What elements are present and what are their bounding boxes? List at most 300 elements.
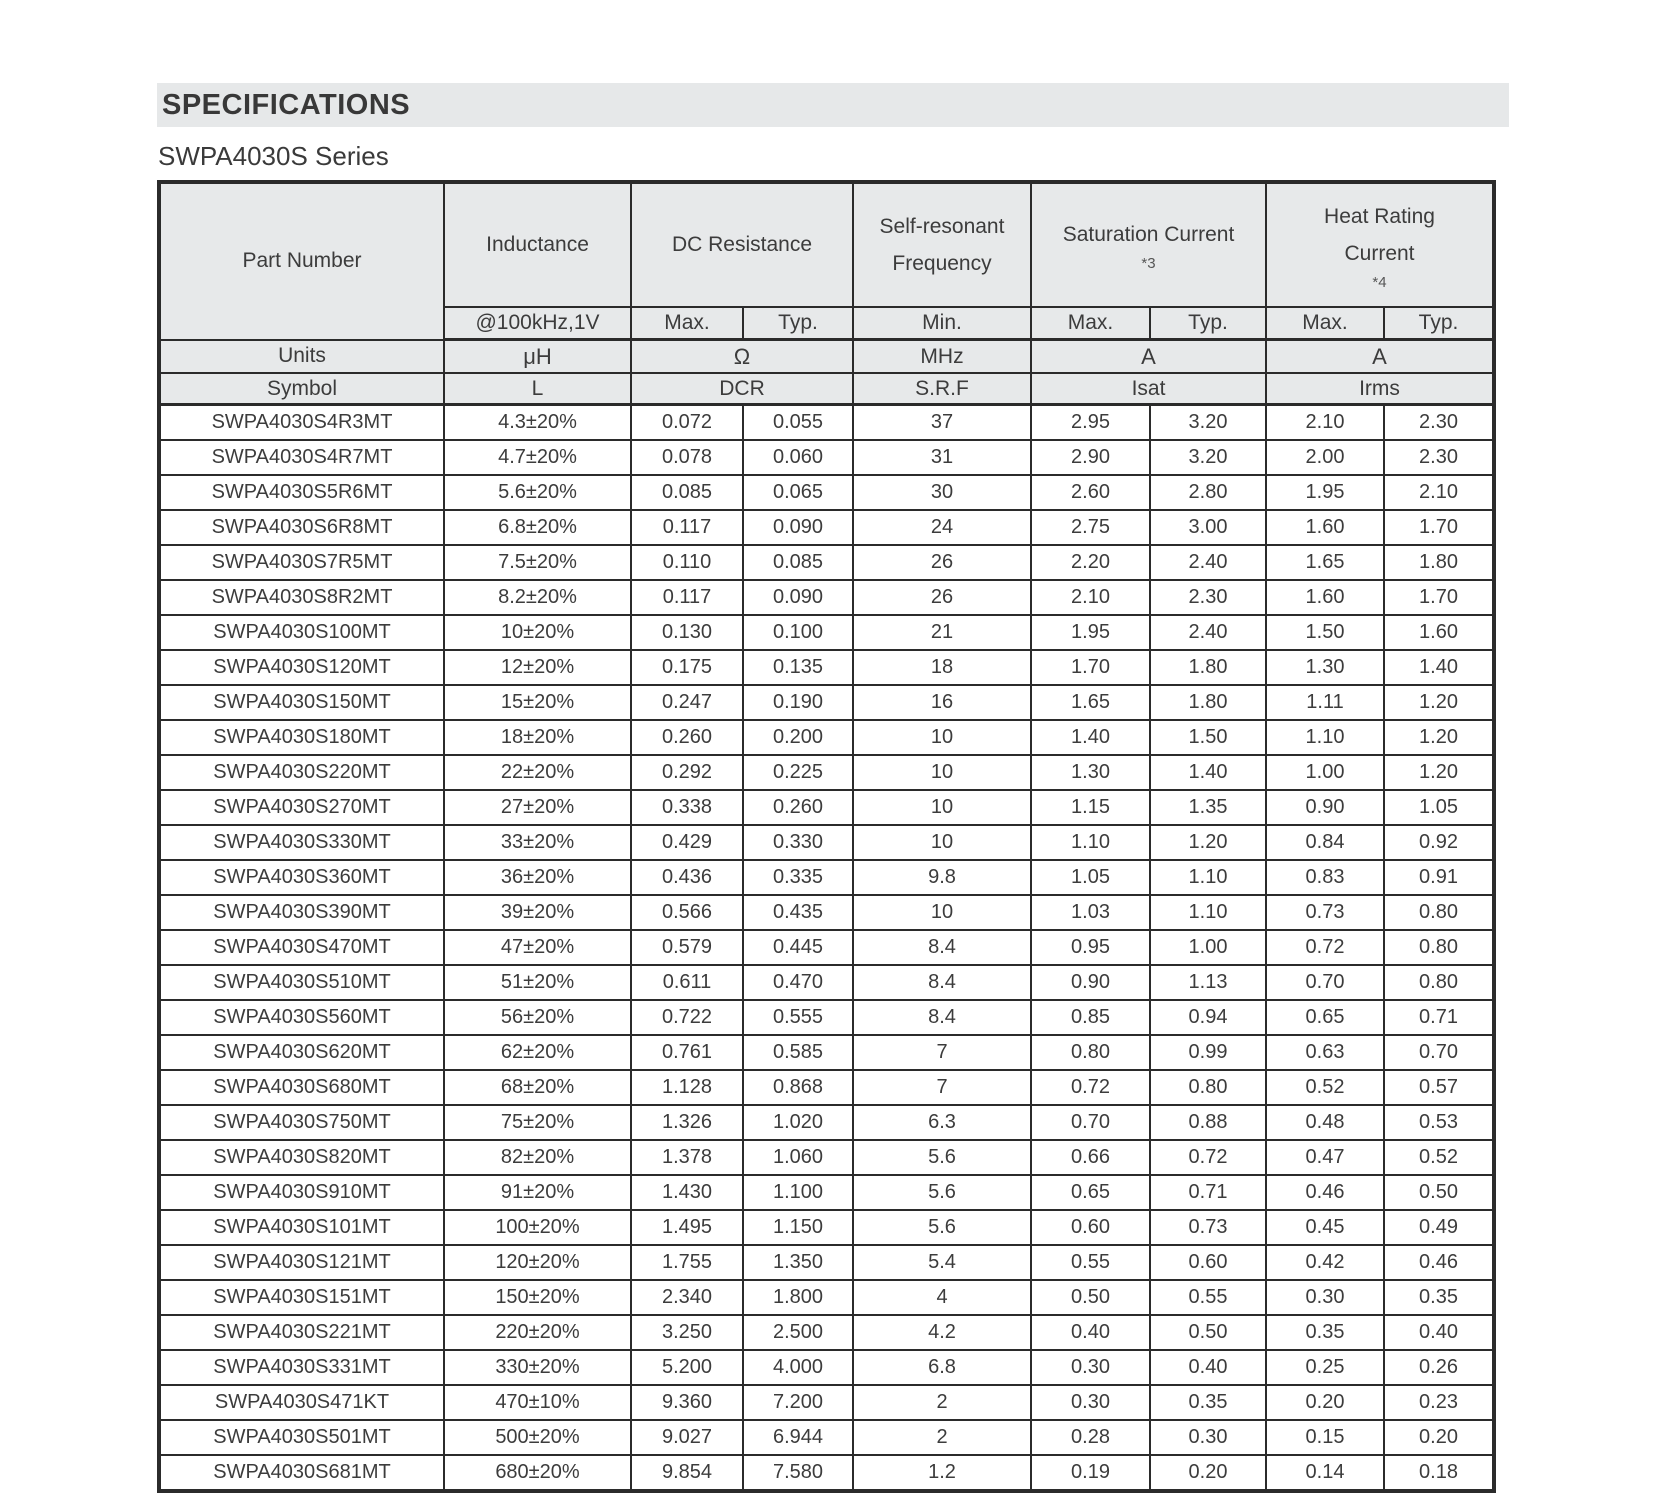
table-row [159, 1350, 1494, 1385]
inductance-cell: 47±20% [444, 930, 631, 965]
inductance-cell: 8.2±20% [444, 580, 631, 615]
part-number-cell: SWPA4030S620MT [159, 1035, 444, 1070]
dcr-typ-cell: 0.555 [743, 1000, 853, 1035]
self-resonant-line1: Self-resonant [879, 215, 1005, 238]
part-number-cell: SWPA4030S330MT [159, 825, 444, 860]
isat-typ-cell: 0.30 [1150, 1420, 1266, 1455]
part-number-cell: SWPA4030S8R2MT [159, 580, 444, 615]
isat-max-cell: 0.65 [1031, 1175, 1150, 1210]
dcr-max-cell: 0.579 [631, 930, 743, 965]
dcr-typ-cell: 0.135 [743, 650, 853, 685]
inductance-cell: 7.5±20% [444, 545, 631, 580]
dcr-max-cell: 1.128 [631, 1070, 743, 1105]
srf-min-cell: 5.4 [853, 1245, 1031, 1280]
isat-typ-cell: 0.72 [1150, 1140, 1266, 1175]
isat-max-cell: 1.05 [1031, 860, 1150, 895]
srf-min-cell: 2 [853, 1385, 1031, 1420]
table-row [159, 1035, 1494, 1070]
table-row [159, 965, 1494, 1000]
isat-max-cell: 1.40 [1031, 720, 1150, 755]
table-row [159, 405, 1494, 441]
dcr-typ-cell: 0.090 [743, 580, 853, 615]
irms-typ-cell: 1.05 [1384, 790, 1494, 825]
table-row [159, 440, 1494, 475]
dcr-max-cell: 0.110 [631, 545, 743, 580]
dcr-typ-cell: 0.225 [743, 755, 853, 790]
inductance-cell: 120±20% [444, 1245, 631, 1280]
symbol-label: Symbol [159, 373, 444, 405]
srf-min-cell: 26 [853, 545, 1031, 580]
srf-min-cell: 8.4 [853, 930, 1031, 965]
inductance-cell: 10±20% [444, 615, 631, 650]
symbol-srf: S.R.F [853, 373, 1031, 405]
table-row [159, 1070, 1494, 1105]
part-number-cell: SWPA4030S681MT [159, 1455, 444, 1491]
dcr-max-cell: 9.854 [631, 1455, 743, 1491]
srf-min-cell: 16 [853, 685, 1031, 720]
irms-typ-cell: 1.20 [1384, 755, 1494, 790]
srf-min-cell: 10 [853, 790, 1031, 825]
inductance-cell: 82±20% [444, 1140, 631, 1175]
isat-typ-cell: 0.71 [1150, 1175, 1266, 1210]
table-row [159, 1385, 1494, 1420]
isat-typ-cell: 2.40 [1150, 545, 1266, 580]
dcr-max-cell: 0.611 [631, 965, 743, 1000]
dcr-max-cell: 1.326 [631, 1105, 743, 1140]
srf-min-cell: 8.4 [853, 965, 1031, 1000]
header-row-main [159, 182, 1494, 307]
srf-min-cell: 4.2 [853, 1315, 1031, 1350]
dcr-max-cell: 0.247 [631, 685, 743, 720]
inductance-cell: 33±20% [444, 825, 631, 860]
series-title: SWPA4030S Series [158, 141, 389, 171]
inductance-cell: 75±20% [444, 1105, 631, 1140]
isat-max-cell: 0.55 [1031, 1245, 1150, 1280]
table-row [159, 755, 1494, 790]
table-row [159, 860, 1494, 895]
irms-typ-cell: 1.70 [1384, 580, 1494, 615]
isat-max-cell: 0.95 [1031, 930, 1150, 965]
part-number-cell: SWPA4030S680MT [159, 1070, 444, 1105]
isat-typ-cell: 1.80 [1150, 685, 1266, 720]
col-header-self-resonant-frequency [853, 182, 1031, 307]
irms-max-cell: 1.10 [1266, 720, 1384, 755]
part-number-cell: SWPA4030S471KT [159, 1385, 444, 1420]
part-number-cell: SWPA4030S470MT [159, 930, 444, 965]
irms-typ-cell: 0.80 [1384, 895, 1494, 930]
srf-min-cell: 10 [853, 895, 1031, 930]
dcr-typ-cell: 0.065 [743, 475, 853, 510]
irms-max-cell: 0.72 [1266, 930, 1384, 965]
irms-typ-cell: 0.52 [1384, 1140, 1494, 1175]
irms-max-cell: 0.70 [1266, 965, 1384, 1000]
dcr-max-cell: 0.429 [631, 825, 743, 860]
part-number-cell: SWPA4030S120MT [159, 650, 444, 685]
isat-max-cell: 0.60 [1031, 1210, 1150, 1245]
srf-min-cell: 37 [853, 405, 1031, 441]
irms-typ-cell: 0.35 [1384, 1280, 1494, 1315]
irms-typ-cell: 1.70 [1384, 510, 1494, 545]
irms-typ-cell: 1.20 [1384, 685, 1494, 720]
dcr-typ-cell: 0.055 [743, 405, 853, 441]
srf-min-cell: 31 [853, 440, 1031, 475]
inductance-cell: 4.7±20% [444, 440, 631, 475]
isat-typ-cell: 0.88 [1150, 1105, 1266, 1140]
srf-min-cell: 6.3 [853, 1105, 1031, 1140]
srf-min-cell: 24 [853, 510, 1031, 545]
irms-typ-cell: 0.53 [1384, 1105, 1494, 1140]
isat-typ-cell: 3.00 [1150, 510, 1266, 545]
irms-max-cell: 0.30 [1266, 1280, 1384, 1315]
dcr-typ-cell: 0.085 [743, 545, 853, 580]
table-row [159, 720, 1494, 755]
inductance-cell: 51±20% [444, 965, 631, 1000]
part-number-cell: SWPA4030S4R7MT [159, 440, 444, 475]
irms-max-cell: 1.60 [1266, 580, 1384, 615]
part-number-cell: SWPA4030S221MT [159, 1315, 444, 1350]
irms-typ-cell: 0.46 [1384, 1245, 1494, 1280]
table-row [159, 1280, 1494, 1315]
subheader-isat-max: Max. [1031, 307, 1150, 340]
units-dcr: Ω [631, 340, 853, 374]
table-row [159, 790, 1494, 825]
units-srf: MHz [853, 340, 1031, 374]
units-isat: A [1031, 340, 1266, 374]
dcr-max-cell: 1.430 [631, 1175, 743, 1210]
section-header-bar [157, 83, 1509, 127]
table-row [159, 510, 1494, 545]
table-row [159, 580, 1494, 615]
irms-max-cell: 0.20 [1266, 1385, 1384, 1420]
subheader-srf-min: Min. [853, 307, 1031, 340]
irms-typ-cell: 0.70 [1384, 1035, 1494, 1070]
irms-max-cell: 1.60 [1266, 510, 1384, 545]
specifications-table [157, 180, 1496, 1493]
irms-max-cell: 2.10 [1266, 405, 1384, 441]
isat-typ-cell: 1.40 [1150, 755, 1266, 790]
col-header-dc-resistance: DC Resistance [631, 182, 853, 307]
dcr-typ-cell: 4.000 [743, 1350, 853, 1385]
isat-typ-cell: 1.00 [1150, 930, 1266, 965]
inductance-cell: 36±20% [444, 860, 631, 895]
dcr-max-cell: 0.761 [631, 1035, 743, 1070]
isat-typ-cell: 2.30 [1150, 580, 1266, 615]
srf-min-cell: 5.6 [853, 1210, 1031, 1245]
srf-min-cell: 2 [853, 1420, 1031, 1455]
table-row [159, 1315, 1494, 1350]
inductance-cell: 62±20% [444, 1035, 631, 1070]
inductance-cell: 68±20% [444, 1070, 631, 1105]
isat-typ-cell: 1.10 [1150, 895, 1266, 930]
irms-max-cell: 0.45 [1266, 1210, 1384, 1245]
irms-typ-cell: 2.30 [1384, 405, 1494, 441]
footnote-ref-4: *4 [1372, 273, 1387, 291]
inductance-cell: 27±20% [444, 790, 631, 825]
dcr-typ-cell: 0.190 [743, 685, 853, 720]
irms-max-cell: 1.65 [1266, 545, 1384, 580]
table-row [159, 615, 1494, 650]
dcr-typ-cell: 0.260 [743, 790, 853, 825]
srf-min-cell: 21 [853, 615, 1031, 650]
isat-max-cell: 2.95 [1031, 405, 1150, 441]
isat-typ-cell: 1.50 [1150, 720, 1266, 755]
dcr-max-cell: 5.200 [631, 1350, 743, 1385]
irms-max-cell: 0.15 [1266, 1420, 1384, 1455]
inductance-cell: 220±20% [444, 1315, 631, 1350]
isat-max-cell: 1.10 [1031, 825, 1150, 860]
irms-typ-cell: 2.30 [1384, 440, 1494, 475]
isat-typ-cell: 0.60 [1150, 1245, 1266, 1280]
isat-max-cell: 0.90 [1031, 965, 1150, 1000]
table-row [159, 1105, 1494, 1140]
irms-max-cell: 0.73 [1266, 895, 1384, 930]
irms-max-cell: 1.50 [1266, 615, 1384, 650]
irms-max-cell: 2.00 [1266, 440, 1384, 475]
part-number-cell: SWPA4030S390MT [159, 895, 444, 930]
isat-max-cell: 0.40 [1031, 1315, 1150, 1350]
dcr-max-cell: 0.175 [631, 650, 743, 685]
symbol-row [159, 373, 1494, 405]
irms-max-cell: 0.35 [1266, 1315, 1384, 1350]
srf-min-cell: 5.6 [853, 1175, 1031, 1210]
dcr-typ-cell: 1.350 [743, 1245, 853, 1280]
dcr-typ-cell: 7.200 [743, 1385, 853, 1420]
dcr-typ-cell: 7.580 [743, 1455, 853, 1491]
page-title: SPECIFICATIONS [162, 88, 411, 121]
srf-min-cell: 4 [853, 1280, 1031, 1315]
dcr-max-cell: 0.130 [631, 615, 743, 650]
srf-min-cell: 18 [853, 650, 1031, 685]
irms-typ-cell: 0.71 [1384, 1000, 1494, 1035]
dcr-typ-cell: 0.868 [743, 1070, 853, 1105]
table-row [159, 685, 1494, 720]
irms-typ-cell: 0.49 [1384, 1210, 1494, 1245]
heat-rating-line1: Heat Rating [1324, 204, 1435, 228]
isat-max-cell: 1.30 [1031, 755, 1150, 790]
irms-max-cell: 0.83 [1266, 860, 1384, 895]
dcr-max-cell: 0.338 [631, 790, 743, 825]
symbol-isat: Isat [1031, 373, 1266, 405]
spec-table-body [159, 405, 1494, 1492]
dcr-max-cell: 0.292 [631, 755, 743, 790]
inductance-cell: 15±20% [444, 685, 631, 720]
isat-max-cell: 0.28 [1031, 1420, 1150, 1455]
saturation-current-label: Saturation Current [1062, 223, 1235, 246]
dcr-max-cell: 0.566 [631, 895, 743, 930]
irms-typ-cell: 0.91 [1384, 860, 1494, 895]
symbol-inductance: L [444, 373, 631, 405]
isat-typ-cell: 3.20 [1150, 440, 1266, 475]
isat-typ-cell: 0.73 [1150, 1210, 1266, 1245]
irms-max-cell: 0.47 [1266, 1140, 1384, 1175]
part-number-cell: SWPA4030S750MT [159, 1105, 444, 1140]
irms-typ-cell: 0.20 [1384, 1420, 1494, 1455]
dcr-typ-cell: 0.100 [743, 615, 853, 650]
irms-max-cell: 0.48 [1266, 1105, 1384, 1140]
dcr-max-cell: 9.027 [631, 1420, 743, 1455]
col-header-heat-rating-current [1266, 182, 1494, 307]
irms-typ-cell: 0.18 [1384, 1455, 1494, 1491]
part-number-cell: SWPA4030S151MT [159, 1280, 444, 1315]
dcr-typ-cell: 1.020 [743, 1105, 853, 1140]
page-content [157, 83, 1509, 1493]
srf-min-cell: 6.8 [853, 1350, 1031, 1385]
dcr-max-cell: 1.495 [631, 1210, 743, 1245]
col-header-inductance: Inductance [444, 182, 631, 307]
subheader-isat-typ: Typ. [1150, 307, 1266, 340]
part-number-cell: SWPA4030S560MT [159, 1000, 444, 1035]
irms-typ-cell: 0.50 [1384, 1175, 1494, 1210]
table-row [159, 1000, 1494, 1035]
isat-max-cell: 0.30 [1031, 1385, 1150, 1420]
irms-max-cell: 1.00 [1266, 755, 1384, 790]
inductance-cell: 12±20% [444, 650, 631, 685]
isat-typ-cell: 0.40 [1150, 1350, 1266, 1385]
isat-typ-cell: 1.80 [1150, 650, 1266, 685]
part-number-cell: SWPA4030S5R6MT [159, 475, 444, 510]
isat-typ-cell: 0.80 [1150, 1070, 1266, 1105]
irms-typ-cell: 0.92 [1384, 825, 1494, 860]
inductance-cell: 100±20% [444, 1210, 631, 1245]
part-number-cell: SWPA4030S820MT [159, 1140, 444, 1175]
dcr-max-cell: 0.085 [631, 475, 743, 510]
col-header-saturation-current [1031, 182, 1266, 307]
isat-typ-cell: 2.80 [1150, 475, 1266, 510]
table-row [159, 825, 1494, 860]
table-row [159, 1420, 1494, 1455]
part-number-cell: SWPA4030S910MT [159, 1175, 444, 1210]
dcr-typ-cell: 1.100 [743, 1175, 853, 1210]
part-number-cell: SWPA4030S331MT [159, 1350, 444, 1385]
table-row [159, 930, 1494, 965]
symbol-dcr: DCR [631, 373, 853, 405]
irms-typ-cell: 0.26 [1384, 1350, 1494, 1385]
dcr-typ-cell: 0.585 [743, 1035, 853, 1070]
symbol-irms: Irms [1266, 373, 1494, 405]
dcr-typ-cell: 0.445 [743, 930, 853, 965]
table-row [159, 1210, 1494, 1245]
table-row [159, 1175, 1494, 1210]
subheader-irms-typ: Typ. [1384, 307, 1494, 340]
srf-min-cell: 26 [853, 580, 1031, 615]
isat-max-cell: 0.85 [1031, 1000, 1150, 1035]
isat-typ-cell: 1.20 [1150, 825, 1266, 860]
srf-min-cell: 10 [853, 720, 1031, 755]
table-row [159, 1140, 1494, 1175]
dcr-max-cell: 2.340 [631, 1280, 743, 1315]
heat-rating-line2: Current [1344, 241, 1415, 265]
inductance-cell: 150±20% [444, 1280, 631, 1315]
subheader-dcr-max: Max. [631, 307, 743, 340]
dcr-typ-cell: 1.060 [743, 1140, 853, 1175]
irms-max-cell: 0.63 [1266, 1035, 1384, 1070]
isat-typ-cell: 0.55 [1150, 1280, 1266, 1315]
isat-max-cell: 1.03 [1031, 895, 1150, 930]
isat-max-cell: 0.19 [1031, 1455, 1150, 1491]
irms-max-cell: 1.95 [1266, 475, 1384, 510]
dcr-max-cell: 3.250 [631, 1315, 743, 1350]
part-number-cell: SWPA4030S360MT [159, 860, 444, 895]
dcr-max-cell: 0.436 [631, 860, 743, 895]
subheader-dcr-typ: Typ. [743, 307, 853, 340]
isat-typ-cell: 0.50 [1150, 1315, 1266, 1350]
subheader-inductance-condition: @100kHz,1V [444, 307, 631, 340]
irms-max-cell: 0.46 [1266, 1175, 1384, 1210]
irms-max-cell: 0.42 [1266, 1245, 1384, 1280]
srf-min-cell: 9.8 [853, 860, 1031, 895]
dcr-max-cell: 9.360 [631, 1385, 743, 1420]
units-row [159, 340, 1494, 374]
irms-max-cell: 1.30 [1266, 650, 1384, 685]
srf-min-cell: 1.2 [853, 1455, 1031, 1491]
part-number-cell: SWPA4030S4R3MT [159, 405, 444, 441]
table-row [159, 1245, 1494, 1280]
dcr-typ-cell: 0.470 [743, 965, 853, 1000]
srf-min-cell: 10 [853, 825, 1031, 860]
inductance-cell: 6.8±20% [444, 510, 631, 545]
part-number-cell: SWPA4030S100MT [159, 615, 444, 650]
self-resonant-line2: Frequency [892, 252, 992, 275]
irms-typ-cell: 0.57 [1384, 1070, 1494, 1105]
units-inductance: μH [444, 340, 631, 374]
part-number-cell: SWPA4030S501MT [159, 1420, 444, 1455]
part-number-cell: SWPA4030S101MT [159, 1210, 444, 1245]
dcr-max-cell: 0.260 [631, 720, 743, 755]
irms-max-cell: 0.65 [1266, 1000, 1384, 1035]
irms-max-cell: 0.84 [1266, 825, 1384, 860]
isat-max-cell: 2.20 [1031, 545, 1150, 580]
srf-min-cell: 30 [853, 475, 1031, 510]
isat-max-cell: 2.60 [1031, 475, 1150, 510]
isat-typ-cell: 0.35 [1150, 1385, 1266, 1420]
isat-max-cell: 1.95 [1031, 615, 1150, 650]
irms-typ-cell: 1.60 [1384, 615, 1494, 650]
srf-min-cell: 7 [853, 1070, 1031, 1105]
dcr-typ-cell: 1.150 [743, 1210, 853, 1245]
dcr-typ-cell: 0.330 [743, 825, 853, 860]
dcr-typ-cell: 0.090 [743, 510, 853, 545]
dcr-max-cell: 0.078 [631, 440, 743, 475]
isat-max-cell: 1.70 [1031, 650, 1150, 685]
isat-typ-cell: 0.99 [1150, 1035, 1266, 1070]
irms-typ-cell: 0.80 [1384, 965, 1494, 1000]
isat-max-cell: 0.30 [1031, 1350, 1150, 1385]
dcr-typ-cell: 0.060 [743, 440, 853, 475]
inductance-cell: 18±20% [444, 720, 631, 755]
part-number-cell: SWPA4030S270MT [159, 790, 444, 825]
dcr-typ-cell: 0.335 [743, 860, 853, 895]
table-header [159, 182, 1494, 405]
irms-typ-cell: 0.40 [1384, 1315, 1494, 1350]
inductance-cell: 680±20% [444, 1455, 631, 1491]
footnote-ref-3: *3 [1141, 255, 1156, 272]
irms-max-cell: 0.14 [1266, 1455, 1384, 1491]
isat-max-cell: 0.80 [1031, 1035, 1150, 1070]
inductance-cell: 330±20% [444, 1350, 631, 1385]
isat-max-cell: 2.10 [1031, 580, 1150, 615]
subheader-irms-max: Max. [1266, 307, 1384, 340]
inductance-cell: 4.3±20% [444, 405, 631, 441]
isat-typ-cell: 0.20 [1150, 1455, 1266, 1491]
units-label: Units [159, 340, 444, 374]
isat-max-cell: 0.66 [1031, 1140, 1150, 1175]
part-number-cell: SWPA4030S510MT [159, 965, 444, 1000]
isat-max-cell: 0.70 [1031, 1105, 1150, 1140]
irms-typ-cell: 1.40 [1384, 650, 1494, 685]
col-header-part-number: Part Number [159, 182, 444, 340]
table-row [159, 475, 1494, 510]
part-number-cell: SWPA4030S150MT [159, 685, 444, 720]
